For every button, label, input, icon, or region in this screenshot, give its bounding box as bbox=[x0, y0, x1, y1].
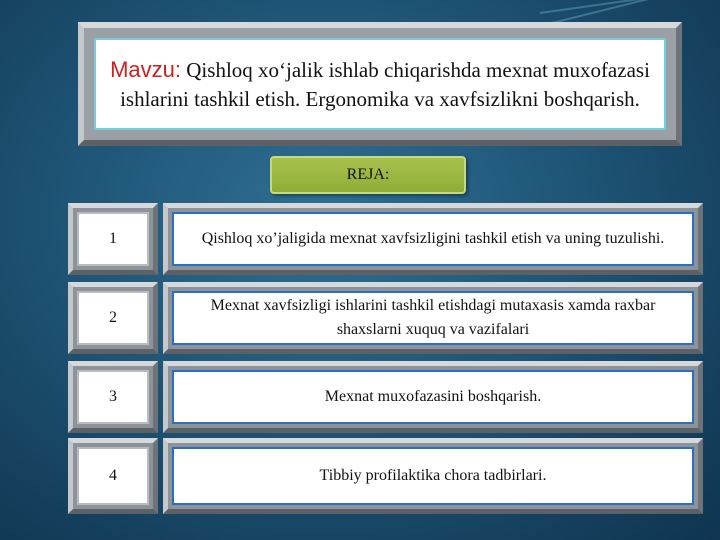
plan-item-text: Mexnat muxofazasini boshqarish. bbox=[172, 370, 694, 424]
item-number-box bbox=[68, 361, 158, 433]
title-box bbox=[78, 22, 682, 146]
title-inner bbox=[94, 38, 666, 130]
item-number-box bbox=[68, 203, 158, 275]
item-number: 4 bbox=[77, 447, 149, 505]
reja-button[interactable]: REJA: bbox=[270, 156, 466, 194]
title-body: Qishloq xo‘jalik ishlab chiqarishda mexnat muxofazasi ishlarini tashkil etish. Ergonomika va xavfsizlikni boshqarish. bbox=[120, 57, 650, 111]
item-number: 3 bbox=[77, 370, 149, 424]
plan-item-text: Qishloq xo’jaligida mexnat xavfsizligini tashkil etish va uning tuzulishi. bbox=[172, 212, 694, 266]
item-number-box bbox=[68, 282, 158, 354]
item-number: 2 bbox=[77, 291, 149, 345]
plan-item[interactable] bbox=[163, 438, 703, 514]
item-number-box bbox=[68, 438, 158, 514]
plan-item[interactable] bbox=[163, 282, 703, 354]
item-number: 1 bbox=[77, 212, 149, 266]
plan-item-text: Tibbiy profilaktika chora tadbirlari. bbox=[172, 447, 694, 505]
title-lead: Mavzu: bbox=[110, 56, 182, 82]
slide-title bbox=[110, 55, 650, 114]
plan-item-text: Mexnat xavfsizligi ishlarini tashkil etishdagi mutaxasis xamda raxbar shaxslarni xuquq va vazifalari bbox=[172, 291, 694, 345]
plan-item[interactable] bbox=[163, 203, 703, 275]
plan-item[interactable] bbox=[163, 361, 703, 433]
